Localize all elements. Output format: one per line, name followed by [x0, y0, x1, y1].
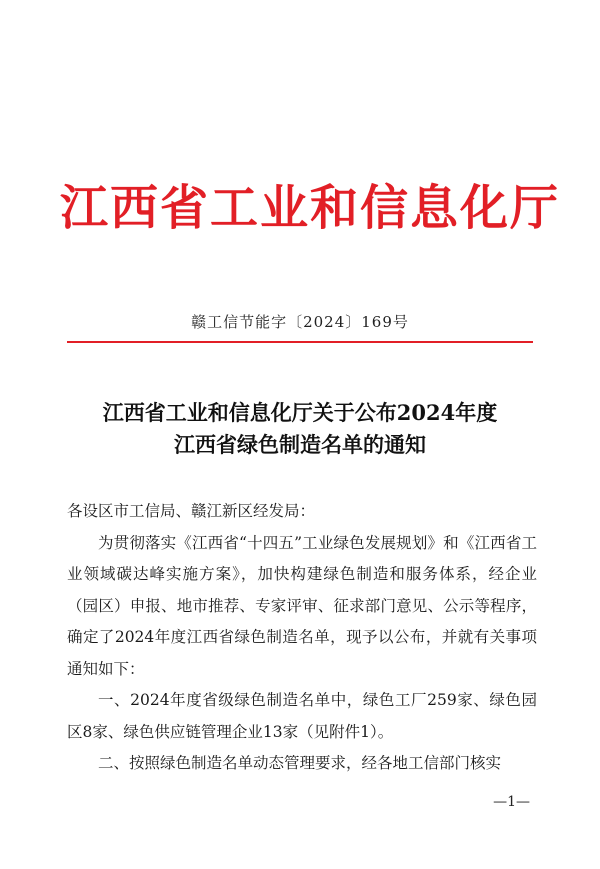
red-divider-line [67, 341, 533, 343]
body-paragraph: 二、按照绿色制造名单动态管理要求，经各地工信部门核实 [98, 754, 502, 772]
document-number: 赣工信节能字〔2024〕169号 [191, 313, 409, 331]
body-paragraph: 为贯彻落实《江西省“十四五”工业绿色发展规划》和《江西省工业领域碳达峰实施方案》，加快构建绿色制造和服务体系，经企业（园区）申报、地市推荐、专家评审、征求部门意见、公示等程序，确定了2024年度江西省绿色制造名单，现予以公布，并就有关事项通知如下： [67, 533, 537, 678]
notice-body [67, 496, 537, 780]
salutation: 各设区市工信局、赣江新区经发局： [67, 502, 316, 520]
body-paragraph: 一、2024年度省级绿色制造名单中，绿色工厂259家、绿色园区8家、绿色供应链管理企业13家（见附件1）。 [67, 691, 537, 741]
notice-title-line-2: 江西省绿色制造名单的通知 [174, 432, 426, 457]
page-number: —1— [493, 794, 530, 810]
notice-title [0, 397, 600, 461]
masthead-title: 江西省工业和信息化厅 [60, 180, 561, 236]
notice-title-line-1: 江西省工业和信息化厅关于公布2024年度 [102, 400, 498, 425]
